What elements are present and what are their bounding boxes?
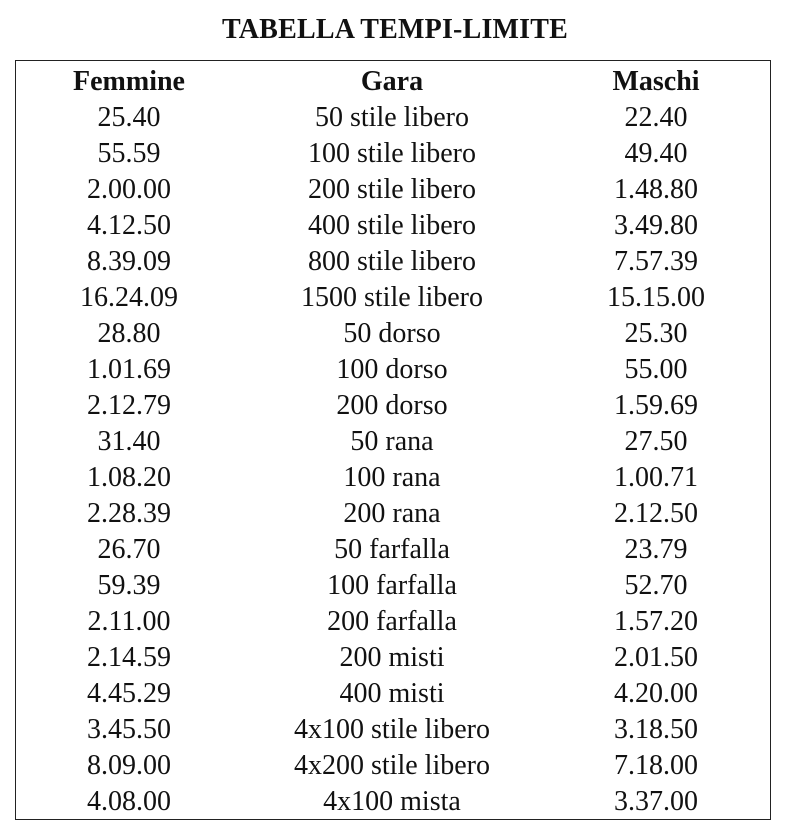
femmine-time-cell: 3.45.50 [87, 714, 171, 745]
femmine-time-cell: 2.11.00 [87, 606, 171, 637]
page-title: TABELLA TEMPI-LIMITE [221, 14, 569, 45]
maschi-time-cell: 27.50 [624, 426, 688, 457]
gara-name-cell: 200 farfalla [327, 606, 457, 637]
gara-name-cell: 4x200 stile libero [294, 750, 490, 781]
maschi-time-cell: 4.20.00 [614, 678, 698, 709]
maschi-time-cell: 23.79 [624, 534, 688, 565]
table-row [16, 460, 770, 496]
maschi-time-cell: 1.48.80 [614, 174, 698, 205]
gara-name-cell: 200 misti [339, 642, 445, 673]
maschi-time-cell: 15.15.00 [607, 282, 705, 313]
femmine-time-cell: 16.24.09 [80, 282, 178, 313]
table-row [16, 532, 770, 568]
gara-name-cell: 200 dorso [336, 390, 448, 421]
femmine-time-cell: 2.14.59 [87, 642, 171, 673]
femmine-time-cell: 4.12.50 [87, 210, 171, 241]
table-row [16, 280, 770, 316]
table-row [16, 100, 770, 136]
femmine-time-cell: 2.28.39 [87, 498, 171, 529]
gara-name-cell: 200 rana [343, 498, 441, 529]
table-row [16, 388, 770, 424]
table-row [16, 316, 770, 352]
gara-name-cell: 50 stile libero [315, 102, 469, 133]
gara-name-cell: 200 stile libero [308, 174, 476, 205]
gara-name-cell: 100 farfalla [327, 570, 457, 601]
femmine-time-cell: 1.08.20 [87, 462, 171, 493]
gara-name-cell: 50 rana [350, 426, 434, 457]
gara-name-cell: 1500 stile libero [301, 282, 483, 313]
time-limits-table [15, 60, 771, 820]
femmine-time-cell: 28.80 [97, 318, 161, 349]
gara-name-cell: 50 dorso [343, 318, 441, 349]
maschi-time-cell: 1.59.69 [614, 390, 698, 421]
table-row [16, 676, 770, 712]
table-row [16, 784, 770, 820]
femmine-time-cell: 26.70 [97, 534, 161, 565]
table-row [16, 136, 770, 172]
table-row [16, 604, 770, 640]
gara-name-cell: 50 farfalla [334, 534, 450, 565]
maschi-time-cell: 49.40 [624, 138, 688, 169]
table-row [16, 244, 770, 280]
maschi-time-cell: 7.18.00 [614, 750, 698, 781]
femmine-time-cell: 2.12.79 [87, 390, 171, 421]
table-row [16, 424, 770, 460]
maschi-time-cell: 55.00 [624, 354, 688, 385]
maschi-time-cell: 2.12.50 [614, 498, 698, 529]
table-row [16, 640, 770, 676]
femmine-time-cell: 55.59 [97, 138, 161, 169]
header-femmine: Femmine [73, 66, 185, 97]
maschi-time-cell: 3.37.00 [614, 786, 698, 817]
gara-name-cell: 100 dorso [336, 354, 448, 385]
maschi-time-cell: 2.01.50 [614, 642, 698, 673]
gara-name-cell: 100 stile libero [308, 138, 476, 169]
header-maschi: Maschi [612, 66, 700, 97]
gara-name-cell: 4x100 stile libero [294, 714, 490, 745]
table-row [16, 748, 770, 784]
table-row [16, 496, 770, 532]
table-row [16, 712, 770, 748]
maschi-time-cell: 1.57.20 [614, 606, 698, 637]
table-row [16, 352, 770, 388]
maschi-time-cell: 1.00.71 [614, 462, 698, 493]
gara-name-cell: 800 stile libero [308, 246, 476, 277]
femmine-time-cell: 31.40 [97, 426, 161, 457]
maschi-time-cell: 3.49.80 [614, 210, 698, 241]
header-gara: Gara [360, 66, 424, 97]
gara-name-cell: 100 rana [343, 462, 441, 493]
femmine-time-cell: 2.00.00 [87, 174, 171, 205]
maschi-time-cell: 3.18.50 [614, 714, 698, 745]
femmine-time-cell: 4.08.00 [87, 786, 171, 817]
gara-name-cell: 4x100 mista [323, 786, 461, 817]
femmine-time-cell: 25.40 [97, 102, 161, 133]
table-row [16, 208, 770, 244]
maschi-time-cell: 25.30 [624, 318, 688, 349]
gara-name-cell: 400 stile libero [308, 210, 476, 241]
femmine-time-cell: 4.45.29 [87, 678, 171, 709]
maschi-time-cell: 7.57.39 [614, 246, 698, 277]
table-header-row [16, 64, 770, 100]
maschi-time-cell: 52.70 [624, 570, 688, 601]
femmine-time-cell: 8.09.00 [87, 750, 171, 781]
table-row [16, 172, 770, 208]
femmine-time-cell: 8.39.09 [87, 246, 171, 277]
femmine-time-cell: 59.39 [97, 570, 161, 601]
gara-name-cell: 400 misti [339, 678, 445, 709]
table-row [16, 568, 770, 604]
femmine-time-cell: 1.01.69 [87, 354, 171, 385]
maschi-time-cell: 22.40 [624, 102, 688, 133]
